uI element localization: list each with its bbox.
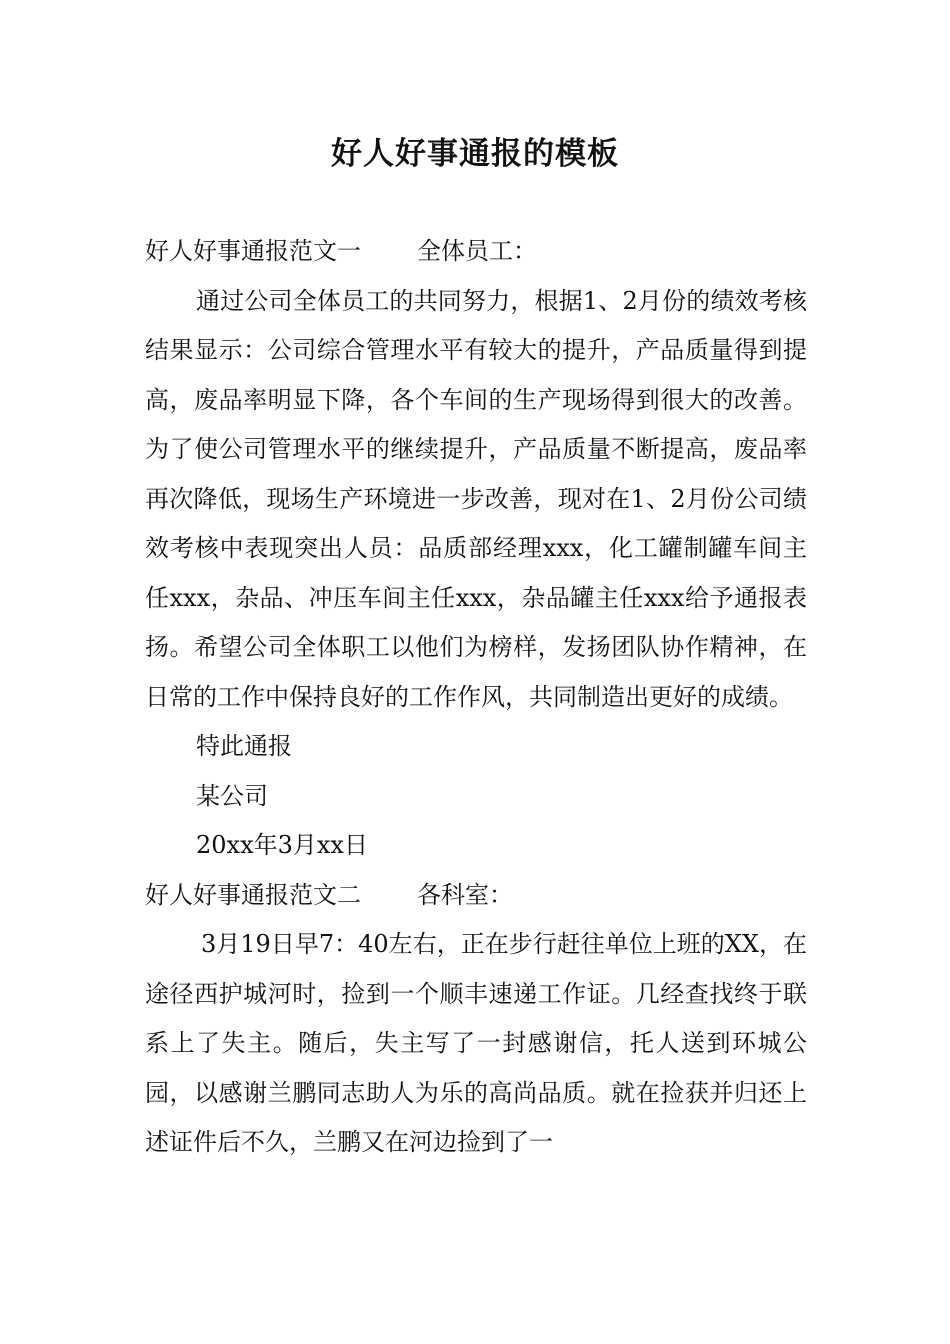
section1-addressee: 全体员工： — [417, 237, 537, 265]
section1-body: 通过公司全体员工的共同努力，根据1、2月份的绩效考核结果显示：公司综合管理水平有较大的提升，产品质量得到提高，废品率明显下降，各个车间的生产现场得到很大的改善。 为了使公司管理水平的继续提升，产品质量不断提高，废品率再次降低，现场生产环境进一步改善，现对在1、2月份公司绩效考核中表现突出人员：品质部经理xxx，化工罐制罐车间主任xxx，杂品、冲压车间主任xxx，杂品罐主任xxx给予通报表扬。希望公司全体职工以他们为榜样，发扬团队协作精神，在日常的工作中保持良好的工作作风，共同制造出更好的成绩。 — [145, 286, 807, 711]
section1-heading-line — [145, 227, 807, 277]
section1-closing: 特此通报 — [196, 732, 292, 760]
section2-body: 3月19日早7：40左右，正在步行赶往单位上班的XX，在途径西护城河时，捡到一个顺丰速递工作证。几经查找终于联系上了失主。随后，失主写了一封感谢信，托人送到环城公园，以感谢兰鹏同志助人为乐的高尚品质。就在捡获并归还上述证件后不久，兰鹏又在河边捡到了一 — [145, 930, 807, 1156]
section2-heading: 好人好事通报范文二 — [145, 880, 361, 909]
section1-date: 20xx年3月xx日 — [196, 831, 368, 859]
section1-signature: 某公司 — [196, 781, 268, 810]
section1-heading: 好人好事通报范文一 — [145, 237, 361, 265]
section2-addressee: 各科室： — [417, 880, 513, 909]
document-body — [145, 227, 807, 1168]
section2-heading-line — [145, 871, 807, 921]
document-title: 好人好事通报的模板 — [331, 136, 619, 172]
